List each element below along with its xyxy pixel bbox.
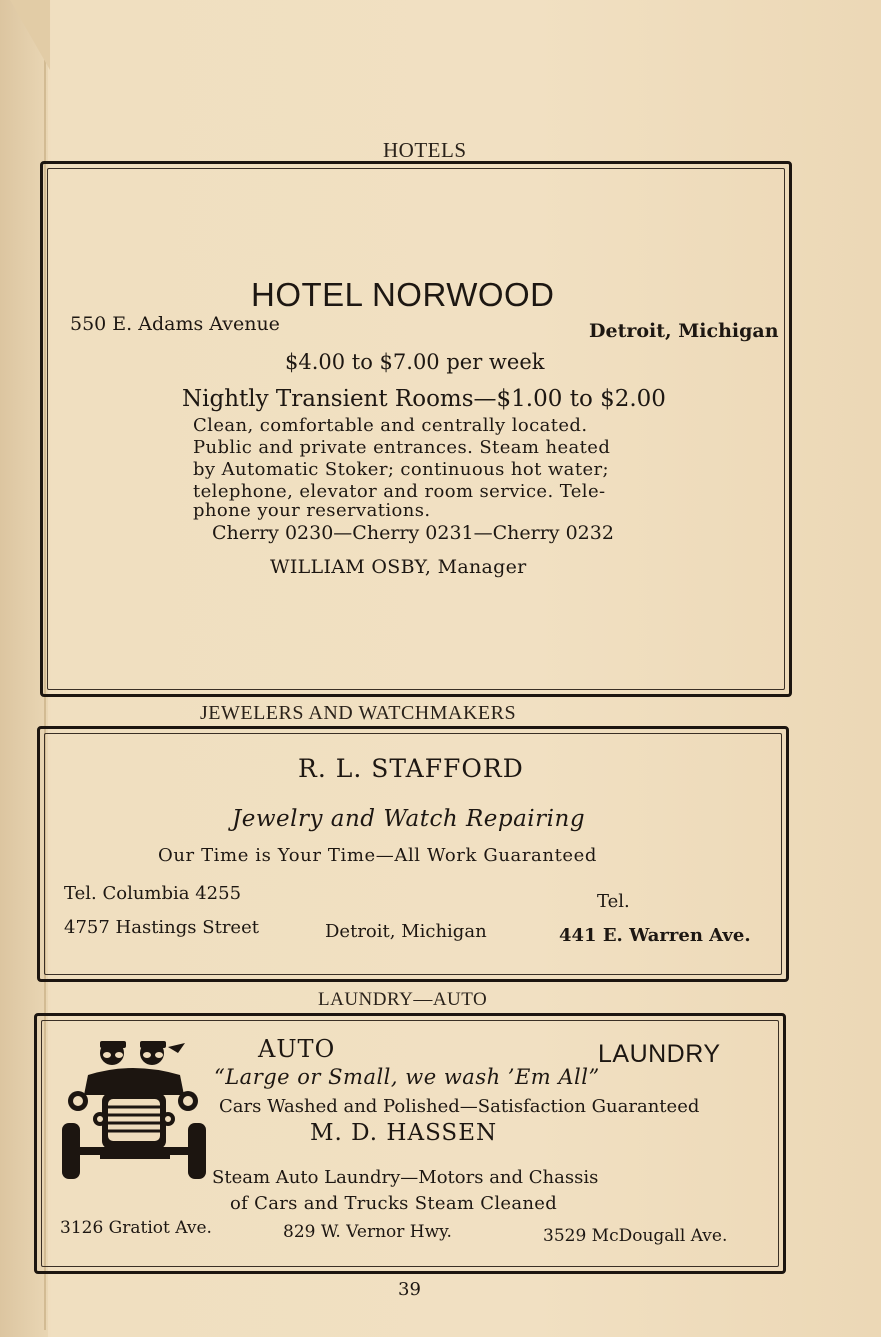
laundry-word-laundry: LAUNDRY xyxy=(598,1040,721,1068)
laundry-motto: “Large or Small, we wash ’Em All” xyxy=(214,1065,600,1089)
jeweler-tel-right: Tel. xyxy=(597,891,630,912)
vintage-car-icon xyxy=(60,1035,210,1185)
laundry-word-auto: AUTO xyxy=(258,1035,336,1063)
jeweler-address-warren: 441 E. Warren Ave. xyxy=(559,925,751,946)
hotel-weekly-rate: $4.00 to $7.00 per week xyxy=(285,350,545,374)
laundry-owner: M. D. HASSEN xyxy=(310,1120,498,1146)
jeweler-name: R. L. STAFFORD xyxy=(298,754,524,783)
laundry-line-2: of Cars and Trucks Steam Cleaned xyxy=(230,1193,558,1214)
laundry-address-gratiot: 3126 Gratiot Ave. xyxy=(60,1218,212,1238)
hotel-desc-line: by Automatic Stoker; continuous hot water; xyxy=(193,459,609,480)
section-heading-laundry: LAUNDRY—AUTO xyxy=(318,989,488,1010)
hotel-nightly-rate: Nightly Transient Rooms—$1.00 to $2.00 xyxy=(182,386,666,412)
hotel-manager: WILLIAM OSBY, Manager xyxy=(270,556,527,578)
laundry-line-1: Steam Auto Laundry—Motors and Chassis xyxy=(212,1167,599,1188)
hotel-desc-line: Public and private entrances. Steam heated xyxy=(193,437,611,458)
laundry-service: Cars Washed and Polished—Satisfaction Guaranteed xyxy=(219,1096,700,1117)
hotel-city: Detroit, Michigan xyxy=(589,320,779,342)
section-heading-hotels: HOTELS xyxy=(383,138,467,162)
jeweler-slogan: Our Time is Your Time—All Work Guaranteed xyxy=(158,845,598,866)
laundry-address-vernor: 829 W. Vernor Hwy. xyxy=(283,1222,452,1242)
jeweler-tagline: Jewelry and Watch Repairing xyxy=(232,806,586,832)
hotel-desc-line: telephone, elevator and room service. Tele- xyxy=(193,481,606,502)
section-heading-jewelers: JEWELERS AND WATCHMAKERS xyxy=(200,702,517,724)
hotel-desc-line: phone your reservations. xyxy=(193,500,431,521)
jeweler-city: Detroit, Michigan xyxy=(325,921,487,942)
laundry-address-mcdougall: 3529 McDougall Ave. xyxy=(543,1226,728,1246)
page-number: 39 xyxy=(398,1279,421,1300)
hotel-name: HOTEL NORWOOD xyxy=(251,276,555,313)
jeweler-address-hastings: 4757 Hastings Street xyxy=(64,917,259,938)
hotel-address: 550 E. Adams Avenue xyxy=(70,313,280,335)
hotel-phones: Cherry 0230—Cherry 0231—Cherry 0232 xyxy=(212,522,614,544)
jeweler-tel-columbia: Tel. Columbia 4255 xyxy=(64,883,242,904)
hotel-desc-line: Clean, comfortable and centrally located. xyxy=(193,415,588,436)
folded-corner xyxy=(10,0,50,70)
